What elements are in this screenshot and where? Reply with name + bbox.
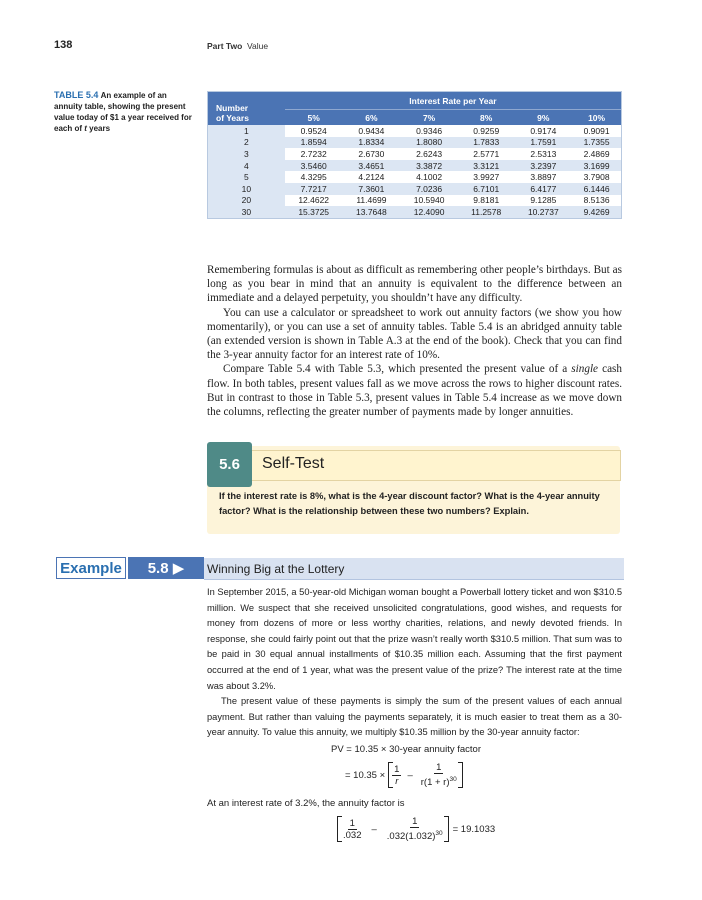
factor-cell: 13.7648 — [343, 206, 401, 218]
factor-cell: 6.1446 — [572, 183, 621, 195]
annuity-table — [207, 91, 622, 219]
factor-cell: 1.7591 — [514, 137, 572, 149]
factor-cell: 0.9091 — [572, 125, 621, 137]
self-test-number: 5.6 — [207, 442, 252, 487]
example-title: Winning Big at the Lottery — [207, 562, 345, 576]
factor-cell: 1.7355 — [572, 137, 621, 149]
part-title: Value — [247, 41, 269, 51]
years-cell: 10 — [208, 183, 285, 195]
factor-cell: 1.8334 — [343, 137, 401, 149]
factor-cell: 7.7217 — [285, 183, 343, 195]
factor-cell: 2.4869 — [572, 148, 621, 160]
example-body — [207, 585, 622, 741]
rate-column-header: 5% — [285, 110, 343, 126]
paragraph: You can use a calculator or spreadsheet to work out annuity factors (we show you how momentarily), or you can use a set of annuity tables. Table 5.4 is an abridged annuity table (an extended version is shown in Table A.3 at the end of the book). Check that you can find the 3-year annuity factor for an interest rate of 10%. — [207, 306, 622, 362]
self-test-title: Self-Test — [262, 455, 325, 472]
table-row — [208, 171, 621, 183]
factor-cell: 11.4699 — [343, 195, 401, 207]
table-label: TABLE 5.4 — [54, 90, 99, 100]
table-caption-text: An example of an annuity table, showing the present value today of $1 a year received for each of — [54, 91, 192, 133]
paragraph: In September 2015, a 50-year-old Michigan woman bought a Powerball lottery ticket and won $310.5 million. We suspect that she received unsolicited congratulations, good wishes, and requests for money from dozens of more or less worthy charities, relations, and newly devoted friends. In response, she could fairly point out that the prize wasn’t really worth $310.5 million. That sum was to be paid in 30 equal annual installments of $10.35 million each. Assuming that the first payment occurred at the end of 1 year, what was the present value of the prize? The interest rate at the time was about 3.2%. — [207, 587, 622, 691]
running-header — [207, 41, 268, 51]
factor-cell: 7.0236 — [400, 183, 458, 195]
factor-cell: 3.2397 — [514, 160, 572, 172]
body-text — [207, 263, 622, 419]
years-cell: 20 — [208, 195, 285, 207]
factor-cell: 3.4651 — [343, 160, 401, 172]
table-row — [208, 183, 621, 195]
rate-header: Interest Rate per Year — [285, 92, 621, 110]
factor-cell: 3.1699 — [572, 160, 621, 172]
equation-annuity-value: $\frac{1}{.032}$ – $\frac{1}{.032(1.032)^{30}}$ = 19.1033 — [337, 816, 495, 842]
factor-cell: 4.1002 — [400, 171, 458, 183]
factor-cell: 11.2578 — [458, 206, 515, 218]
factor-cell: 4.2124 — [343, 171, 401, 183]
factor-cell: 2.5313 — [514, 148, 572, 160]
example-label: Example — [56, 557, 126, 579]
factor-cell: 10.5940 — [400, 195, 458, 207]
factor-cell: 0.9524 — [285, 125, 343, 137]
table-row — [208, 148, 621, 160]
years-header: Number of Years — [208, 92, 285, 125]
factor-cell: 3.3872 — [400, 160, 458, 172]
factor-cell: 12.4090 — [400, 206, 458, 218]
table-caption-end: years — [89, 124, 111, 133]
factor-cell: 2.5771 — [458, 148, 515, 160]
factor-cell: 6.4177 — [514, 183, 572, 195]
rate-column-header: 9% — [514, 110, 572, 126]
years-cell: 5 — [208, 171, 285, 183]
factor-cell: 3.7908 — [572, 171, 621, 183]
years-cell: 1 — [208, 125, 285, 137]
factor-cell: 8.5136 — [572, 195, 621, 207]
paragraph: The present value of these payments is simply the sum of the present values of each annual payment. But rather than valuing the payments separately, it is much easier to treat them as a 30-year annuity. To value this annuity, we multiply $10.35 million by the 30-year annuity factor: — [207, 696, 622, 738]
factor-cell: 0.9434 — [343, 125, 401, 137]
factor-cell: 1.7833 — [458, 137, 515, 149]
table-caption — [54, 90, 194, 134]
example-number: 5.8 ▶ — [128, 557, 204, 579]
years-cell: 4 — [208, 160, 285, 172]
factor-cell: 2.7232 — [285, 148, 343, 160]
factor-cell: 0.9346 — [400, 125, 458, 137]
table-row — [208, 125, 621, 137]
rate-column-header: 8% — [458, 110, 515, 126]
mid-text: At an interest rate of 3.2%, the annuity factor is — [207, 798, 405, 809]
table-row — [208, 195, 621, 207]
factor-cell: 7.3601 — [343, 183, 401, 195]
factor-cell: 1.8594 — [285, 137, 343, 149]
table-row — [208, 137, 621, 149]
factor-cell: 0.9174 — [514, 125, 572, 137]
years-cell: 30 — [208, 206, 285, 218]
self-test-question: If the interest rate is 8%, what is the 4-year discount factor? What is the 4-year annuity factor? What is the relationship between these two numbers? Explain. — [219, 491, 600, 516]
page-number: 138 — [54, 39, 73, 51]
factor-cell: 3.9927 — [458, 171, 515, 183]
factor-cell: 3.5460 — [285, 160, 343, 172]
paragraph: Compare Table 5.4 with Table 5.3, which presented the present value of a single cash flow. In both tables, present values fall as we move across the rows to higher discount rates. But in contrast to those in Table 5.3, present values in Table 5.4 increase as we move down the columns, reflecting the greater number of payments made by longer annuities. — [207, 363, 622, 419]
factor-cell: 9.4269 — [572, 206, 621, 218]
rate-column-header: 10% — [572, 110, 621, 126]
paragraph: Remembering formulas is about as difficult as remembering other people’s birthdays. But as long as you bear in mind that an annuity is equivalent to the difference between an immediate and a delayed perpetuity, you shouldn’t have any difficulty. — [207, 264, 622, 305]
factor-cell: 3.8897 — [514, 171, 572, 183]
factor-cell: 4.3295 — [285, 171, 343, 183]
rate-column-header: 6% — [343, 110, 401, 126]
factor-cell: 2.6730 — [343, 148, 401, 160]
part-label: Part Two — [207, 41, 243, 51]
factor-cell: 1.8080 — [400, 137, 458, 149]
factor-cell: 12.4622 — [285, 195, 343, 207]
equation-annuity-formula: = 10.35 × $\frac{1}{r}$ – $\frac{1}{r(1 + r)^{30}}$ — [345, 762, 463, 788]
factor-cell: 0.9259 — [458, 125, 515, 137]
table-row — [208, 160, 621, 172]
years-cell: 2 — [208, 137, 285, 149]
factor-cell: 9.1285 — [514, 195, 572, 207]
factor-cell: 2.6243 — [400, 148, 458, 160]
factor-cell: 3.3121 — [458, 160, 515, 172]
factor-cell: 10.2737 — [514, 206, 572, 218]
factor-cell: 9.8181 — [458, 195, 515, 207]
equation-pv: PV = 10.35 × 30-year annuity factor — [331, 744, 481, 755]
factor-cell: 6.7101 — [458, 183, 515, 195]
table-caption-var: t — [84, 124, 87, 133]
years-cell: 3 — [208, 148, 285, 160]
factor-cell: 15.3725 — [285, 206, 343, 218]
table-row — [208, 206, 621, 218]
rate-column-header: 7% — [400, 110, 458, 126]
